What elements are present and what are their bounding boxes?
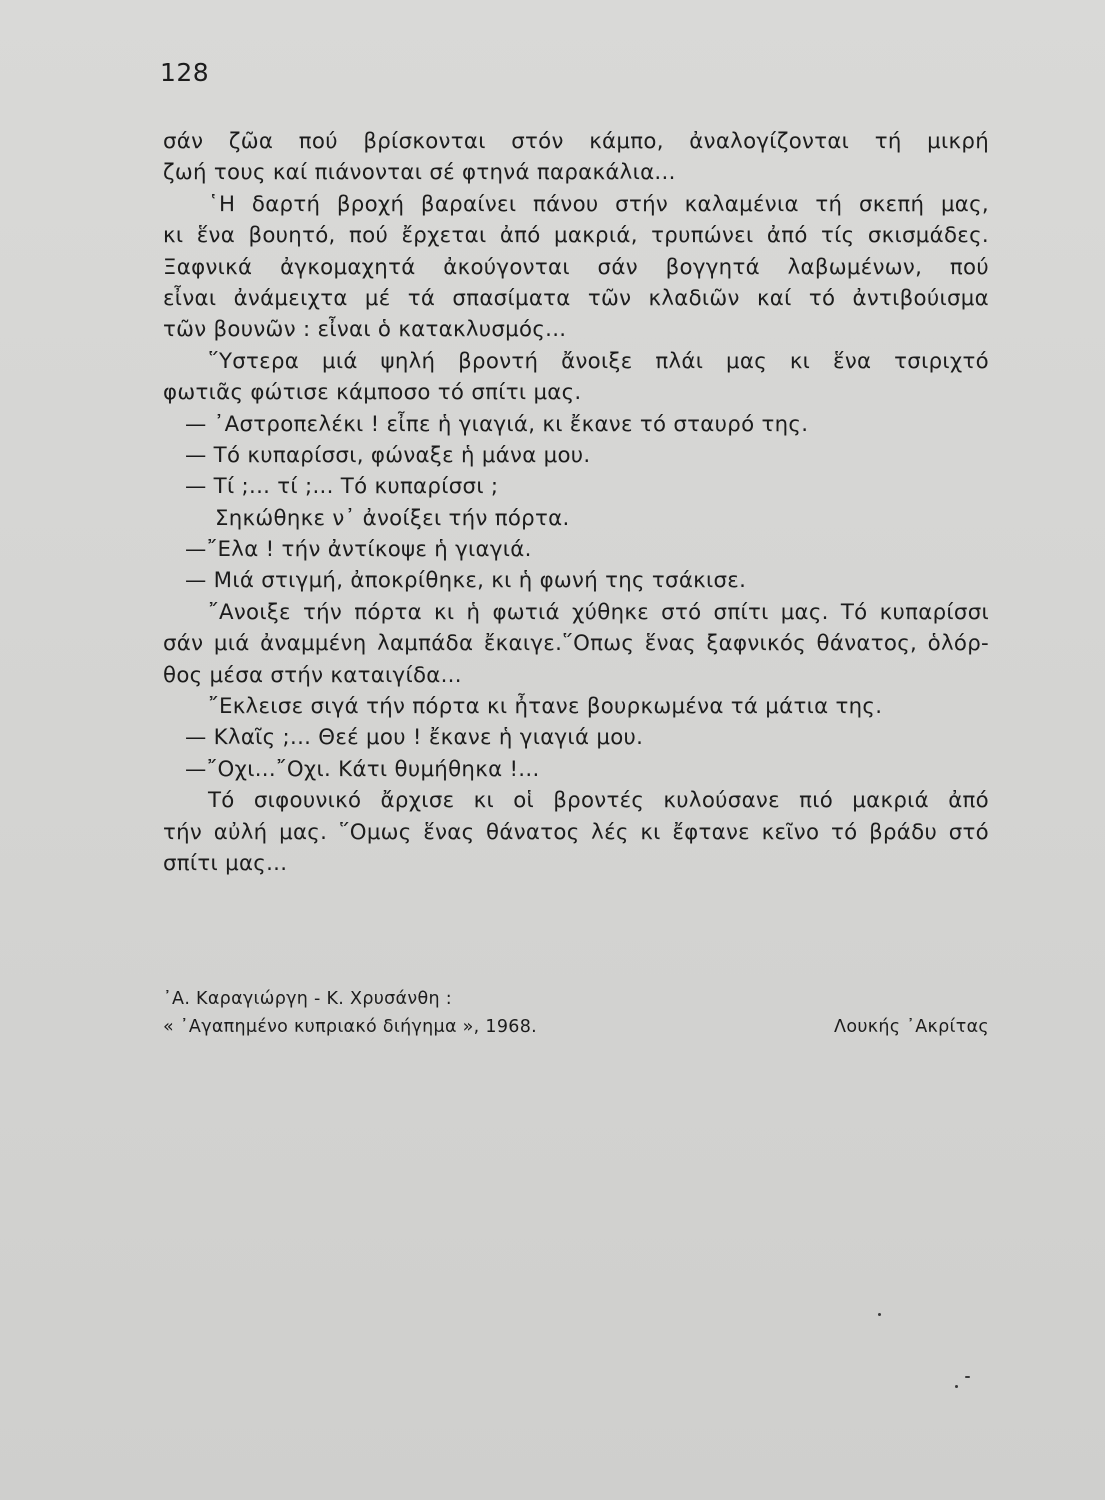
text-line: κι ἕνα βουητό, πού ἔρχεται ἀπό μακριά, τρυπώνει ἀπό τίς σκισμάδες.: [163, 223, 989, 249]
story-text: [163, 126, 989, 879]
print-speck: [965, 1376, 970, 1378]
text-line: σάν μιά ἀναμμένη λαμπάδα ἔκαιγε.῞Οπως ἕνας ξαφνικός θάνατος, ὁλόρ-: [163, 631, 989, 657]
dialogue-line: —῎Ελα ! τήν ἀντίκοψε ἡ γιαγιά.: [185, 537, 532, 563]
text-line: τῶν βουνῶν : εἶναι ὁ κατακλυσμός...: [163, 317, 567, 343]
source-credits: [163, 985, 989, 1041]
text-line: τήν αὐλή μας. ῞Ομως ἕνας θάνατος λές κι ἔφτανε κεῖνο τό βράδυ στό: [163, 819, 989, 845]
dialogue-line: Σηκώθηκε ν᾿ ἀνοίξει τήν πόρτα.: [215, 505, 570, 531]
text-line: Ξαφνικά ἀγκομαχητά ἀκούγονται σάν βογγητά λαβωμένων, πού: [163, 254, 989, 280]
dialogue-line: — ᾿Αστροπελέκι ! εἶπε ἡ γιαγιά, κι ἔκανε τό σταυρό της.: [185, 411, 809, 437]
text-line: σάν ζῶα πού βρίσκονται στόν κάμπο, ἀναλογίζονται τή μικρή: [163, 129, 989, 154]
print-speck: [878, 1313, 881, 1316]
text-line: θος μέσα στήν καταιγίδα...: [163, 662, 462, 688]
dialogue-line: — Μιά στιγμή, ἀποκρίθηκε, κι ἡ φωνή της τσάκισε.: [185, 568, 747, 594]
text-line: φωτιᾶς φώτισε κάμποσο τό σπίτι μας.: [163, 380, 582, 406]
dialogue-line: — Τό κυπαρίσσι, φώναξε ἡ μάνα μου.: [185, 442, 591, 468]
dialogue-line: — Τί ;... τί ;... Τό κυπαρίσσι ;: [185, 474, 499, 500]
text-line: ῎Ανοιξε τήν πόρτα κι ἡ φωτιά χύθηκε στό σπίτι μας. Τό κυπαρίσσι: [208, 599, 989, 625]
text-line: Τό σιφουνικό ἄρχισε κι οἱ βροντές κυλούσανε πιό μακριά ἀπό: [208, 788, 989, 814]
print-speck: [955, 1385, 958, 1388]
source-editors: ᾿Α. Καραγιώργη - Κ. Χρυσάνθη :: [163, 989, 452, 1009]
text-line: ζωή τους καί πιάνονται σέ φτηνά παρακάλια...: [163, 160, 676, 186]
story-author: Λουκής ᾿Ακρίτας: [834, 1017, 989, 1037]
dialogue-line: —῎Οχι...῎Οχι. Κάτι θυμήθηκα !...: [185, 756, 540, 782]
text-line: ῎Εκλεισε σιγά τήν πόρτα κι ἦτανε βουρκωμένα τά μάτια της.: [208, 694, 883, 720]
page-number: 128: [160, 58, 210, 87]
text-line: σπίτι μας...: [163, 850, 288, 876]
text-line: ῞Υστερα μιά ψηλή βροντή ἄνοιξε πλάι μας κι ἕνα τσιριχτό: [208, 348, 989, 374]
text-line: ῾Η δαρτή βροχή βαραίνει πάνου στήν καλαμένια τή σκεπή μας,: [208, 191, 989, 217]
text-line: εἶναι ἀνάμειχτα μέ τά σπασίματα τῶν κλαδιῶν καί τό ἀντιβούισμα: [163, 285, 989, 311]
dialogue-line: — Κλαῖς ;... Θεέ μου ! ἔκανε ἡ γιαγιά μου.: [185, 725, 644, 751]
source-book: « ᾿Αγαπημένο κυπριακό διήγημα », 1968.: [163, 1017, 538, 1037]
